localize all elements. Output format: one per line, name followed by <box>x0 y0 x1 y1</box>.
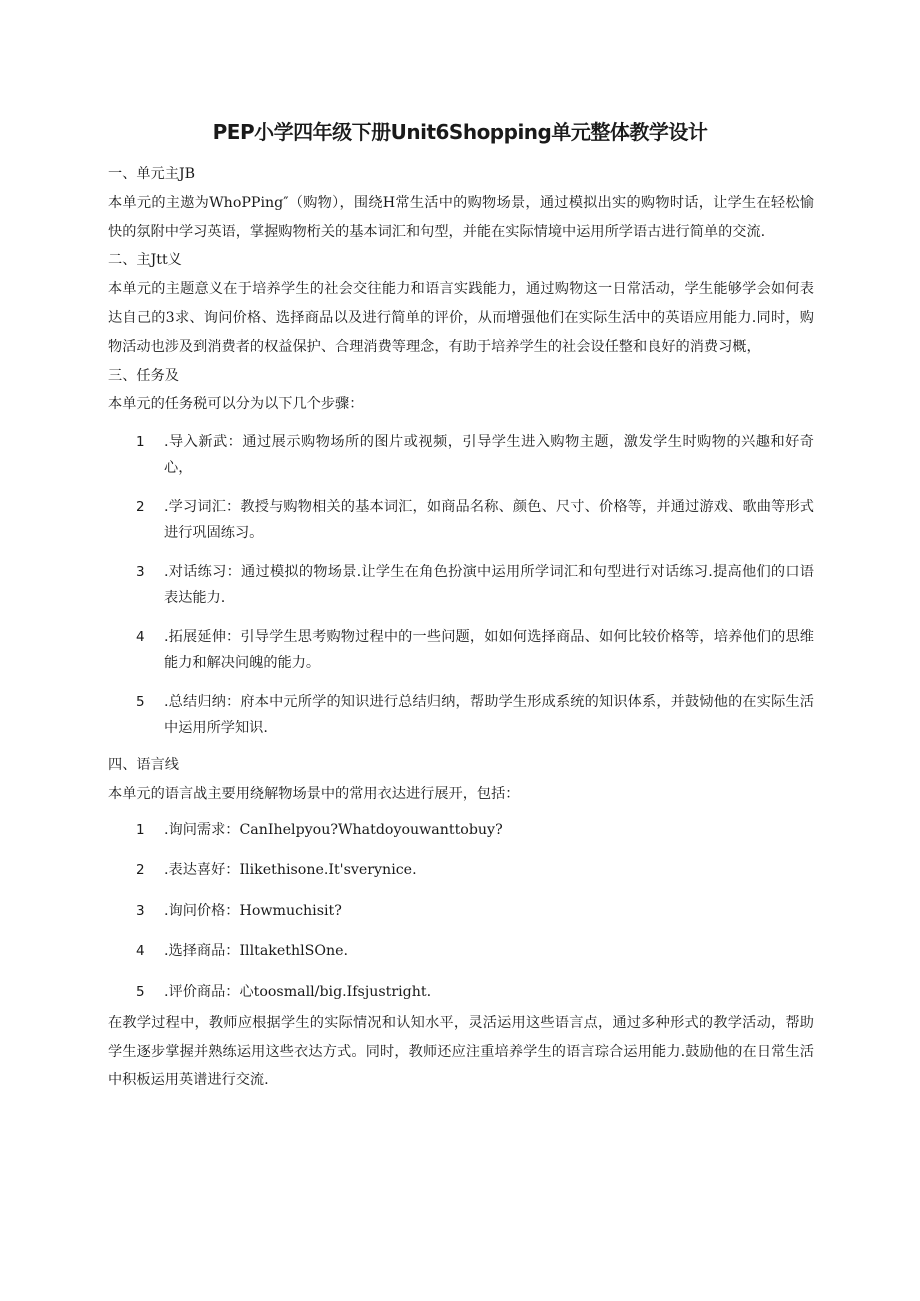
list-item-text: .拓展延伸：引导学生思考购物过程中的一些问题，如如何选择商品、如何比较价格等，培养他们的思维能力和解决问魄的能力。 <box>164 629 814 672</box>
paragraph-language-intro: 本单元的语言战主要用绕解物场景中的常用衣达进行展开，包括： <box>108 785 520 802</box>
list-item-text: .询问价格：Howmuchisit? <box>164 902 342 919</box>
list-item-text: .学习词汇：教授与购物相关的基本词汇，如商品名称、颜色、尺寸、价格等，并通过游戏、歌曲等形式进行巩固练习。 <box>164 499 814 542</box>
section-heading-tasks: 三、任务及 <box>108 367 179 384</box>
list-item-number: 3 <box>136 902 145 919</box>
section-heading-theme-meaning: 二、主Jtt义 <box>108 252 182 269</box>
list-item <box>108 494 814 546</box>
list-item-text: .询问需求：CanIhelpyou?Whatdoyouwanttobuy? <box>164 821 503 838</box>
list-item-number: 2 <box>136 499 145 516</box>
list-item-text: .对话练习：通过模拟的物场景.让学生在角色扮演中运用所学词汇和句型进行对话练习.提高他们的口语表达能力. <box>164 564 814 607</box>
list-item <box>108 817 814 843</box>
list-item <box>108 624 814 676</box>
paragraph-unit-theme: 本单元的主遨为WhoPPing″（购物），围绕H常生活中的购物场景，通过模拟出实的购物时话，让学生在轻松愉快的氛附中学习英语，掌握购物桁关的基本词汇和句型，并能在实际情境中运用所学语古进行简单的交流. <box>108 194 814 240</box>
list-item-text: .表达喜好：Ilikethisone.It'sverynice. <box>164 862 417 879</box>
list-item <box>108 857 814 883</box>
list-item-number: 1 <box>136 821 145 838</box>
paragraph-tasks-intro: 本单元的任务税可以分为以下几个步骤： <box>108 396 364 413</box>
list-item-number: 4 <box>136 943 145 960</box>
list-item-text: .选择商品：IlltakethlSOne. <box>164 943 349 960</box>
list-item-number: 5 <box>136 983 145 1000</box>
list-item-number: 2 <box>136 862 145 879</box>
list-item <box>108 938 814 964</box>
paragraph-theme-meaning: 本单元的主题意义在于培养学生的社会交往能力和语言实践能力，通过购物这一日常活动，学生能够学会如何表达自己的3求、询问价格、选择商品以及进行简单的评价，从而增强他们在实际生活中的英语应用能力.同时，购物活动也涉及到消费者的权益保护、合理消费等理念，有助于培养学生的社会设任整和良好的消费习概， <box>108 281 814 355</box>
language-phrases-list <box>108 817 814 1005</box>
list-item-text: .评价商品：心toosmall/big.Ifsjustright. <box>164 983 432 1000</box>
page-title: PEP小学四年级下册Unit6Shopping单元整体教学设计 <box>212 120 708 144</box>
section-heading-unit-theme: 一、单元主JB <box>108 166 196 182</box>
list-item-number: 4 <box>136 629 145 646</box>
list-item-text: .总结归纳：府本中元所学的知识进行总结归纳，帮助学生形成系统的知识体系，并鼓恸他的在实际生活中运用所学知识. <box>164 694 814 737</box>
list-item <box>108 559 814 611</box>
list-item <box>108 979 814 1005</box>
list-item-text: .导入新武：通过展示购物场所的图片或视频，引导学生进入购物主题，激发学生时购物的兴趣和好奇心， <box>164 434 814 477</box>
list-item-number: 5 <box>136 694 145 711</box>
document-body <box>108 160 814 1095</box>
section-heading-language-line: 四、语言线 <box>108 757 179 774</box>
task-steps-list <box>108 429 814 741</box>
list-item <box>108 898 814 924</box>
paragraph-language-closing: 在教学过程中，教师应根据学生的实际情况和认知水平，灵活运用这些语言点，通过多种形式的教学活动，帮助学生逐步掌握并熟练运用这些衣达方式。同时，教师还应注重培养学生的语言琮合运用能力.鼓励他的在日常生活中积板运用英谱进行交流. <box>108 1014 814 1089</box>
list-item-number: 3 <box>136 564 145 581</box>
list-item <box>108 689 814 741</box>
list-item-number: 1 <box>136 434 145 451</box>
list-item <box>108 429 814 481</box>
